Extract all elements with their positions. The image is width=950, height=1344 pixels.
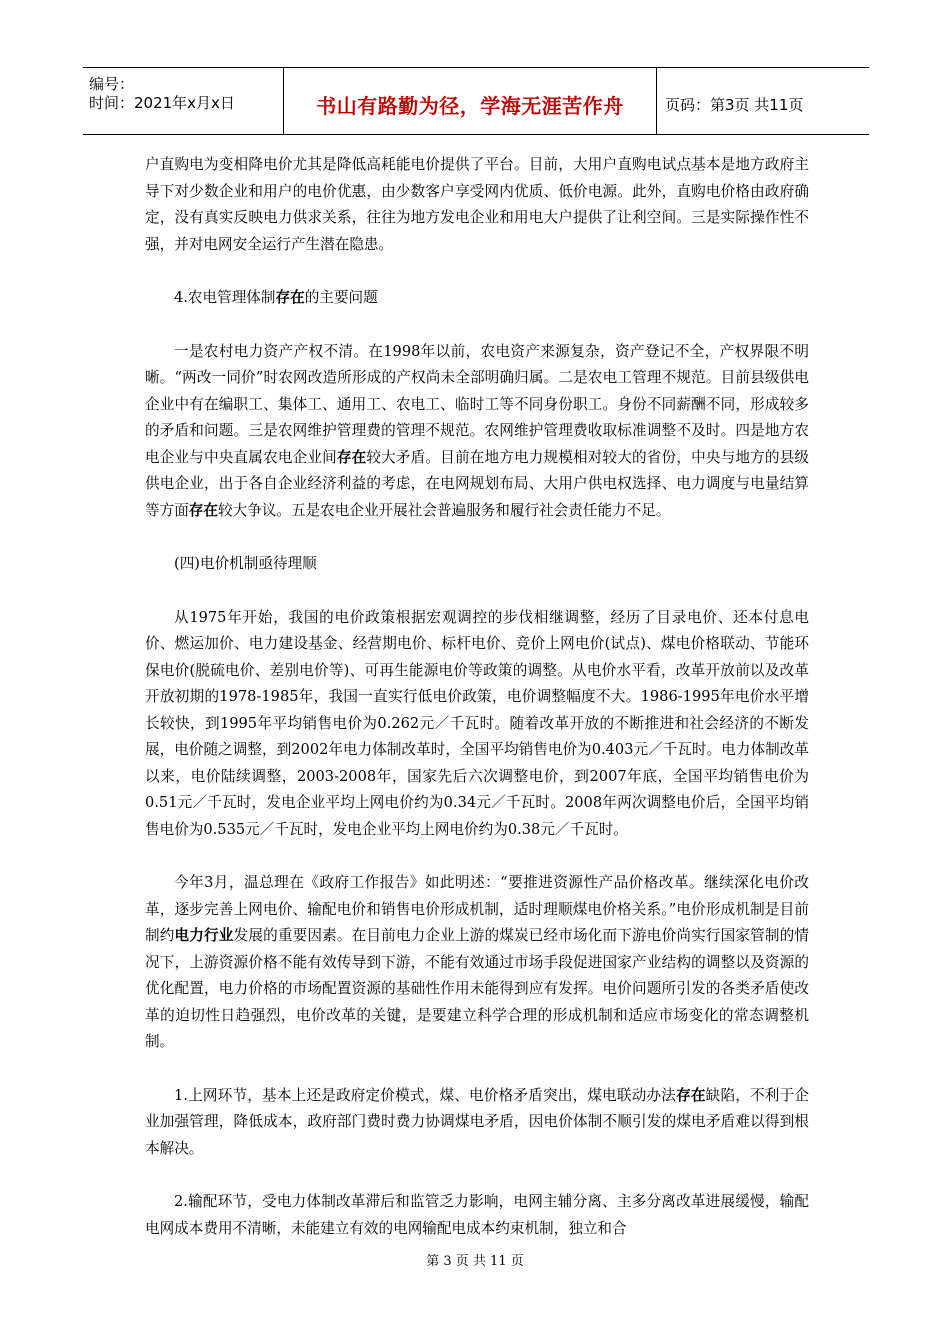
header-motto-cell [284,68,657,134]
text-run: 较大争议。五是农电企业开展社会普遍服务和履行社会责任能力不足。 [218,501,671,519]
keyword-highlight: 存在 [336,448,367,466]
page-footer: 第 3 页 共 11 页 [426,1254,524,1269]
document-body [145,152,809,1242]
text-run: 今年3月，温总理在《政府工作报告》如此明述：“要推进资源性产品价格改革。继续深化电价改革，逐步完善上网电价、输配电价和销售电价形成机制，适时理顺煤电价格关系。”电价形成机制是目前制约 [145,874,809,944]
paragraph-grid-entry [145,1083,809,1163]
text-run: 的主要问题 [304,289,378,306]
text-run: 一是农村电力资产产权不清。在1998年以前，农电资产来源复杂，资产登记不全，产权界限不明晰。“两改一同价”时农网改造所形成的产权尚未全部明确归属。二是农电工管理不规范。目前县级供电企业中有在编职工、集体工、通用工、农电工、临时工等不同身份职工。身份不同薪酬不同，形成较多的矛盾和问题。三是农网维护管理费的管理不规范。农网维护管理费收取标准调整不及时。四是地方农电企业与中央直属农电企业间 [145,342,809,466]
text-run: 1.上网环节，基本上还是政府定价模式，煤、电价格矛盾突出，煤电联动办法 [174,1086,677,1104]
text-run: 户直购电为变相降电价尤其是降低高耗能电价提供了平台。目前，大用户直购电试点基本是地方政府主导下对少数企业和用户的电价优惠，由少数客户享受网内优质、低价电源。此外，直购电价格由政府确定，没有真实反映电力供求关系，往往为地方发电企业和用电大户提供了让利空间。三是实际操作性不强，并对电网安全运行产生潜在隐患。 [145,156,809,253]
paragraph-rural-issues [145,339,809,525]
document-number: 编号： [89,75,135,93]
text-run: (四)电价机制亟待理顺 [174,555,317,572]
keyword-highlight: 存在 [676,1086,706,1104]
header-meta-cell [83,68,284,134]
paragraph-price-reform [145,870,809,1056]
text-run: 缺陷，不利于企业加强管理，降低成本，政府部门费时费力协调煤电矛盾，因电价体制不顺引发的煤电矛盾难以得到根本解决。 [145,1086,809,1157]
keyword-highlight: 存在 [275,289,305,306]
header-page-number: 页码：第3页 共11页 [665,96,804,114]
text-run: 4.农电管理体制 [174,289,276,306]
paragraph-1 [145,152,809,258]
page-header [83,67,869,135]
text-run: 2.输配环节，受电力体制改革滞后和监管乏力影响，电网主辅分离、主多分离改革进展缓慢，输配电网成本费用不清晰，未能建立有效的电网输配电成本约束机制，独立和合 [145,1193,809,1237]
text-run: 从1975年开始，我国的电价政策根据宏观调控的步伐相继调整，经历了目录电价、还本付息电价、燃运加价、电力建设基金、经营期电价、标杆电价、竞价上网电价(试点)、煤电价格联动、节能环保电价(脱硫电价、差别电价等)、可再生能源电价等政策的调整。从电价水平看，改革开放前以及改革开放初期的1978-1985年，我国一直实行低电价政策，电价调整幅度不大。1986-1995年电价水平增长较快，到1995年平均销售电价为0.262元／千瓦时。随着改革开放的不断推进和社会经济的不断发展，电价随之调整，到2002年电力体制改革时，全国平均销售电价为0.403元／千瓦时。电力体制改革以来，电价陆续调整，2003-2008年，国家先后六次调整电价，到2007年底，全国平均销售电价为0.51元／千瓦时，发电企业平均上网电价约为0.34元／千瓦时。2008年两次调整电价后，全国平均销售电价为0.535元／千瓦时，发电企业平均上网电价约为0.38元／千瓦时。 [145,608,809,838]
header-motto: 书山有路勤为径，学海无涯苦作舟 [316,94,624,118]
section-heading-pricing [145,551,809,578]
keyword-highlight: 电力行业 [174,927,234,944]
section-heading-rural-power [145,285,809,312]
document-date: 时间：2021年x月x日 [89,94,235,112]
paragraph-transmission [145,1189,809,1242]
keyword-highlight: 存在 [188,501,218,519]
text-run: 较大矛盾。目前在地方电力规模相对较大的省份，中央与地方的县级供电企业，出于各自企业经济利益的考虑，在电网规划布局、大用户供电权选择、电力调度与电量结算等方面 [145,448,809,519]
text-run: 发展的重要因素。在目前电力企业上游的煤炭已经市场化而下游电价尚实行国家管制的情况下，上游资源价格不能有效传导到下游，不能有效通过市场手段促进国家产业结构的调整以及资源的优化配置，电力价格的市场配置资源的基础性作用未能得到应有发挥。电价问题所引发的各类矛盾使改革的迫切性日趋强烈，电价改革的关键，是要建立科学合理的形成机制和适应市场变化的常态调整机制。 [145,927,809,1050]
paragraph-price-history [145,605,809,844]
header-page-cell [657,68,869,134]
